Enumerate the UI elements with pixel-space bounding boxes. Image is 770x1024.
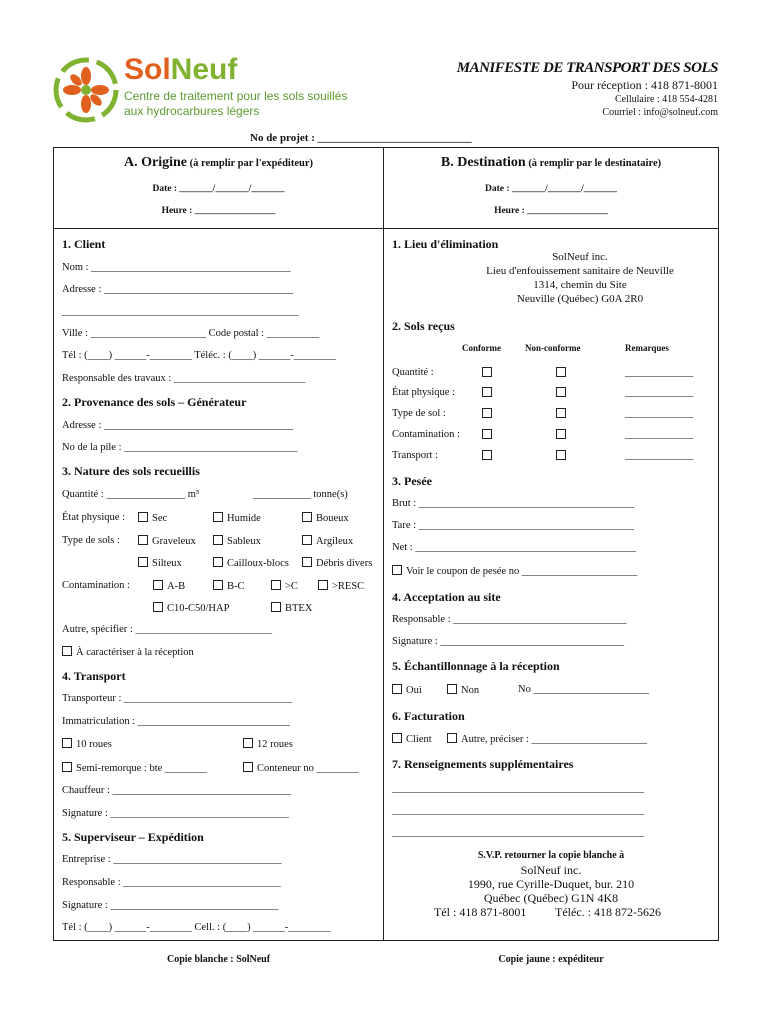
lieu-line-2: Lieu d'enfouissement sanitaire de Neuville	[486, 265, 674, 277]
type-sableux-checkbox[interactable]: Sableux	[213, 535, 261, 547]
transporteur-field[interactable]: Transporteur : ________________________________	[62, 693, 293, 704]
col-conforme-header: Conforme	[462, 343, 501, 353]
lieu-line-3: 1314, chemin du Site	[533, 279, 627, 291]
contam-resc-checkbox[interactable]: >RESC	[318, 580, 364, 592]
col-nonconforme-header: Non-conforme	[525, 343, 581, 353]
etat-physique-label: État physique :	[62, 512, 125, 523]
col-remarques-header: Remarques	[625, 343, 669, 353]
client-adresse-field[interactable]: Adresse : ____________________________________	[62, 284, 293, 295]
quantite-conforme-checkbox[interactable]	[482, 367, 496, 379]
contam-c10-hap-checkbox[interactable]: C10-C50/HAP	[153, 602, 229, 614]
superviseur-section-title: 5. Superviseur – Expédition	[62, 830, 204, 844]
logo-sol: Sol	[124, 53, 171, 86]
destination-subtitle: (à remplir par le destinataire)	[528, 158, 662, 169]
quantite-tonnes-field[interactable]: ___________ tonne(s)	[253, 489, 348, 500]
type-conforme-checkbox[interactable]	[482, 408, 496, 420]
etat-sec-checkbox[interactable]: Sec	[138, 512, 167, 524]
type-sols-label: Type de sols :	[62, 535, 120, 546]
logo-neuf: Neuf	[170, 53, 238, 86]
provenance-adresse-field[interactable]: Adresse : ____________________________________	[62, 420, 293, 431]
type-nonconforme-checkbox[interactable]	[556, 408, 570, 420]
quantite-nonconforme-checkbox[interactable]	[556, 367, 570, 379]
renseignements-section-title: 7. Renseignements supplémentaires	[392, 757, 574, 771]
superviseur-responsable-field[interactable]: Responsable : ______________________________	[62, 877, 281, 888]
client-ville-field[interactable]: Ville : ______________________ Code postal : __________	[62, 328, 320, 339]
transport-signature-field[interactable]: Signature : __________________________________	[62, 808, 289, 819]
client-adresse2-field[interactable]: _____________________________________________	[62, 306, 299, 317]
renseignements-line-1[interactable]: ________________________________________________	[392, 783, 644, 794]
type-remarque-field[interactable]: _____________	[625, 408, 694, 419]
facturation-client-checkbox[interactable]: Client	[392, 733, 432, 745]
echantillonnage-section-title: 5. Échantillonnage à la réception	[392, 659, 560, 673]
type-graveleux-checkbox[interactable]: Graveleux	[138, 535, 196, 547]
copie-jaune-label: Copie jaune : expéditeur	[498, 954, 604, 965]
destination-date-field[interactable]: Date : _______/_______/_______	[485, 184, 617, 194]
type-cailloux-checkbox[interactable]: Cailloux-blocs	[213, 557, 289, 569]
etat-boueux-checkbox[interactable]: Boueux	[302, 512, 349, 524]
email: Courriel : info@solneuf.com	[602, 107, 718, 118]
pesee-section-title: 3. Pesée	[392, 474, 432, 488]
contam-remarque-field[interactable]: _____________	[625, 429, 694, 440]
type-silteux-checkbox[interactable]: Silteux	[138, 557, 182, 569]
coupon-pesee-checkbox[interactable]: Voir le coupon de pesée no ______________________	[392, 565, 637, 577]
echant-numero-field[interactable]: No ______________________	[518, 684, 649, 695]
lieu-line-4: Neuville (Québec) G0A 2R0	[516, 293, 644, 305]
destination-title: B. Destination	[440, 155, 526, 170]
immatriculation-field[interactable]: Immatriculation : _____________________________	[62, 716, 291, 727]
flower-logo-icon	[52, 56, 120, 124]
retour-title: S.V.P. retourner la copie blanche à	[477, 850, 625, 861]
etat-remarque-field[interactable]: _____________	[625, 387, 694, 398]
roues12-checkbox[interactable]: 12 roues	[243, 738, 293, 750]
retour-line-2: 1990, rue Cyrille-Duquet, bur. 210	[467, 877, 635, 891]
responsable-travaux-field[interactable]: Responsable des travaux : _________________________	[62, 373, 306, 384]
logo-tagline-2: aux hydrocarbures légers	[124, 104, 260, 118]
origine-date-field[interactable]: Date : _______/_______/_______	[152, 184, 285, 194]
semi-remorque-checkbox[interactable]: Semi-remorque : bte ________	[62, 762, 207, 774]
contam-nonconforme-checkbox[interactable]	[556, 429, 570, 441]
facturation-autre-checkbox[interactable]: Autre, préciser : ______________________	[447, 733, 647, 745]
type-debris-checkbox[interactable]: Débris divers	[302, 557, 372, 569]
provenance-section-title: 2. Provenance des sols – Générateur	[62, 395, 247, 409]
superviseur-signature-field[interactable]: Signature : ________________________________	[62, 900, 279, 911]
document-title: MANIFESTE DE TRANSPORT DES SOLS	[456, 60, 718, 76]
project-number-field[interactable]: No de projet : ____________________________	[250, 132, 472, 144]
contam-ab-checkbox[interactable]: A-B	[153, 580, 185, 592]
acceptation-responsable-field[interactable]: Responsable : _________________________________	[392, 614, 627, 625]
retour-line-3: Québec (Québec) G1N 4K8	[483, 891, 619, 905]
client-section-title: 1. Client	[62, 237, 106, 251]
retour-line-1: SolNeuf inc.	[520, 863, 582, 877]
retour-telec: Téléc. : 418 872-5626	[555, 905, 661, 919]
contam-bc-checkbox[interactable]: B-C	[213, 580, 245, 592]
contam-btex-checkbox[interactable]: BTEX	[271, 602, 312, 614]
renseignements-line-3[interactable]: ________________________________________________	[392, 827, 644, 838]
origine-subtitle: (à remplir par l'expéditeur)	[189, 158, 313, 169]
quantite-m3-field[interactable]: Quantité : _______________ m³	[62, 489, 200, 500]
brut-field[interactable]: Brut : _________________________________________	[392, 498, 635, 509]
tare-field[interactable]: Tare : _________________________________________	[392, 520, 634, 531]
logo-tagline-1: Centre de traitement pour les sols souillés	[124, 89, 348, 103]
transport-conforme-checkbox[interactable]	[482, 450, 496, 462]
transport-nonconforme-checkbox[interactable]	[556, 450, 570, 462]
roues10-checkbox[interactable]: 10 roues	[62, 738, 112, 750]
cell-phone: Cellulaire : 418 554-4281	[614, 94, 718, 105]
conteneur-checkbox[interactable]: Conteneur no ________	[243, 762, 359, 774]
pile-number-field[interactable]: No de la pile : _________________________________	[62, 442, 298, 453]
origine-title: A. Origine	[124, 155, 187, 170]
copie-blanche-label: Copie blanche : SolNeuf	[166, 954, 271, 965]
etat-conforme-checkbox[interactable]	[482, 387, 496, 399]
contam-conforme-checkbox[interactable]	[482, 429, 496, 441]
contam-gtc-checkbox[interactable]: >C	[271, 580, 298, 592]
echant-non-checkbox[interactable]: Non	[447, 684, 479, 696]
company-logo	[50, 52, 348, 127]
reception-phone: Pour réception : 418 871-8001	[571, 78, 718, 92]
retour-tel: Tél : 418 871-8001	[434, 905, 527, 919]
destination-heure-field[interactable]: Heure : _________________	[494, 206, 608, 216]
net-field[interactable]: Net : __________________________________________	[392, 542, 636, 553]
transport-remarque-field[interactable]: _____________	[625, 450, 694, 461]
superviseur-tel-field[interactable]: Tél : (____) ______-________ Cell. : (____) ______-________	[62, 922, 331, 933]
client-nom-field[interactable]: Nom : ______________________________________	[62, 262, 291, 273]
transport-section-title: 4. Transport	[62, 669, 126, 683]
acceptation-section-title: 4. Acceptation au site	[392, 590, 501, 604]
caracteriser-checkbox[interactable]: À caractériser à la réception	[62, 646, 194, 658]
quantite-remarque-field[interactable]: _____________	[625, 367, 694, 378]
facturation-section-title: 6. Facturation	[392, 709, 465, 723]
renseignements-line-2[interactable]: ________________________________________________	[392, 805, 644, 816]
lieu-section-title: 1. Lieu d'élimination	[392, 237, 499, 251]
echant-oui-checkbox[interactable]: Oui	[392, 684, 422, 696]
etat-humide-checkbox[interactable]: Humide	[213, 512, 261, 524]
entreprise-field[interactable]: Entreprise : ________________________________	[62, 854, 282, 865]
contamination-label: Contamination :	[62, 580, 130, 591]
nature-section-title: 3. Nature des sols recueillis	[62, 464, 200, 478]
origine-heure-field[interactable]: Heure : _________________	[161, 206, 276, 216]
client-tel-field[interactable]: Tél : (____) ______-________ Téléc. : (____) ______-________	[62, 350, 336, 361]
acceptation-signature-field[interactable]: Signature : ___________________________________	[392, 636, 625, 647]
lieu-line-1: SolNeuf inc.	[552, 251, 608, 263]
type-argileux-checkbox[interactable]: Argileux	[302, 535, 353, 547]
chauffeur-field[interactable]: Chauffeur : __________________________________	[62, 785, 292, 796]
etat-nonconforme-checkbox[interactable]	[556, 387, 570, 399]
recus-section-title: 2. Sols reçus	[392, 319, 455, 333]
autre-specifier-field[interactable]: Autre, spécifier : __________________________	[62, 624, 272, 635]
